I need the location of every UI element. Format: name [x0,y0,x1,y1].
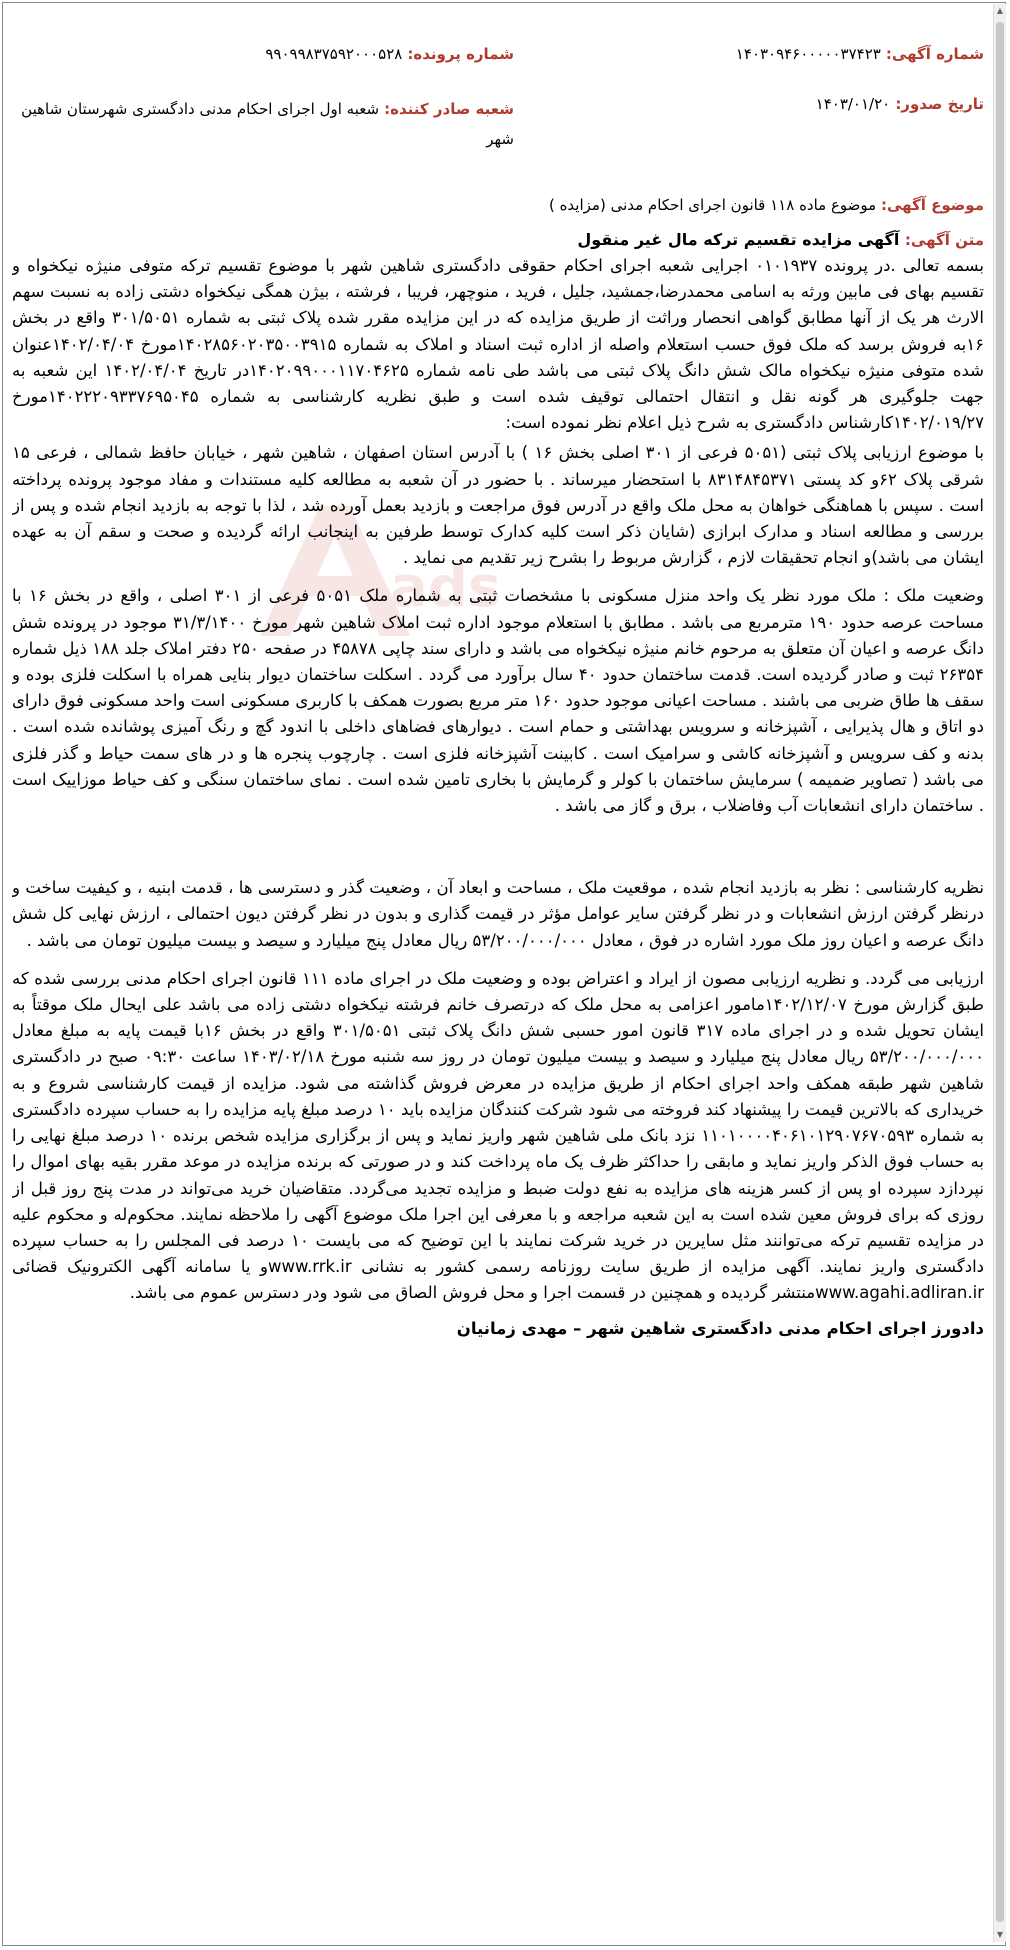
notice-subject [12,196,984,214]
ad-number-value: ۱۴۰۳۰۹۴۶۰۰۰۰۰۳۷۴۲۳ [735,45,881,63]
signature: دادورز اجرای احکام مدنی دادگستری شاهین شهر – مهدی زمانیان [456,1318,984,1338]
notice-header [12,14,984,164]
issue-date [816,94,984,113]
case-number [265,44,514,63]
ad-number [736,44,984,63]
paragraph-auction-terms: ارزیابی می گردد. و نظریه ارزیابی مصون از ایراد و اعتراض بوده و وضعیت ملک در اجرای ماده ۱۱۱ قانون اجرای احکام مدنی بررسی شده که طبق گزارش مورخ ۱۴۰۲/۱۲/۰۷مامور اعزامی به محل ملک که درتصرف خانم فرشته نیکخواه دشتی زاده می باشد علی ایحال ملک موقتاً به ایشان تحویل شده و در اجرای ماده ۳۱۷ قانون امور حسبی شش دانگ پلاک ثبتی ۳۰۱/۵۰۵۱ واقع در بخش ۱۶با قیمت پایه به مبلغ معادل ۵۳/۲۰۰/۰۰۰/۰۰۰ ریال معادل پنج میلیارد و سیصد و بیست میلیون تومان در روز سه شنبه مورخ ۱۴۰۳/۰۲/۱۸ ساعت ۰۹:۳۰ صبح در دادگستری شاهین شهر طبقه همکف واحد اجرای احکام از طریق مزایده در معرض فروش گذاشته می شود. مزایده از قیمت کارشناسی شروع و به خریداری که بالاترین قیمت را پیشنهاد کند فروخته می شود شرکت کنندگان مزایده باید ۱۰ درصد مبلغ پایه مزایده را به حساب سپرده دادگستری به شماره ۱۱۰۱۰۰۰۰۴۰۶۱۰۱۲۹۰۷۶۷۰۵۹۳ نزد بانک ملی شاهین شهر واریز نماید و پس از برگزاری مزایده شخص برنده ۱۰ درصد مبلغ نهایی را به حساب فوق الذکر واریز نماید و مابقی را حداکثر ظرف یک ماه پرداخت کند و در صورتی که برنده مزایده در موعد مقرر بقیه بهای اموال را نپردازد سپرده او پس از کسر هزینه های مزایده به نفع دولت ضبط و مزایده تجدید می‌گردد. متقاضیان خرید می‌تواند در مدت پنج روز قبل از روزی که برای فروش معین شده است به این شعبه مراجعه و با معرفی این اجرا ملک موضوع آگهی را ملاحظه نمایند. محکوم‌له و محکوم علیه در مزایده تقسیم ترکه می‌توانند مثل سایرین در خرید شرکت نمایند با این توضیح که می بایست ۱۰ درصد فی المجلس را به حساب سپرده دادگستری واریز نمایند. آگهی مزایده از طریق سایت روزنامه رسمی کشور به نشانی www.rrk.irو یا سامانه آگهی الکترونیک قضائی www.agahi.adliran.irمنتشر گردیده و همچنین در قسمت اجرا و محل فروش الصاق می شود ودر دسترس عموم می باشد. [12,968,984,1303]
issuing-branch [12,94,514,154]
scroll-down-arrow-icon[interactable]: ▼ [996,1930,1004,1939]
scroll-up-arrow-icon[interactable]: ▲ [996,6,1004,15]
scrollbar-thumb[interactable] [996,22,1004,1922]
paragraph-intro: بسمه تعالی .در پرونده ۰۱۰۱۹۳۷ اجرایی شعبه اجرای احکام حقوقی دادگستری شاهین شهر با موضوع تقسیم ترکه متوفی منیژه نیکخواه و تقسیم بهای فی مابین ورثه به اسامی محمدرضا،جمشید، جلیل ، فرید ، منوچهر، فریبا ، فرشته ، بیژن همگی نیکخواه دشتی زاده به نسبت سهم الارث هر یک از آنها مطابق گواهی انحصار وراثت از طریق مزایده که در این مزایده مقرر شده پلاک ثبتی به شماره ۳۰۱/۵۰۵۱ واقع در بخش ۱۶به فروش برسد که ملک فوق حسب استعلام واصله از اداره ثبت اسناد و املاک به شماره ۱۴۰۲۸۵۶۰۲۰۳۵۰۰۳۹۱۵مورخ ۱۴۰۲/۰۴/۰۴عنوان شده متوفی منیژه نیکخواه مالک شش دانگ پلاک ثبتی می باشد طی نامه شماره ۱۴۰۲۰۹۹۰۰۰۱۱۷۰۴۶۲۵در تاریخ ۱۴۰۲/۰۴/۰۴ این شعبه به جهت جلوگیری هر گونه نقل و انتقال احتمالی توقیف شده است و طبق نظریه کارشناسی به شماره ۱۴۰۲۲۲۰۹۳۳۷۶۹۵۰۴۵مورخ ۱۴۰۲/۰۱۹/۲۷کارشناس دادگستری به شرح ذیل اعلام نظر نموده است: [12,256,984,433]
ad-number-label: شماره آگهی: [885,45,984,63]
paragraph-expert-opinion: نظریه کارشناسی : نظر به بازدید انجام شده ، موقعیت ملک ، مساحت و ابعاد آن ، وضعیت گذر و دسترسی ها ، قدمت ابنیه ، و کیفیت ساخت و درنظر گرفتن ارزش انشعابات و در نظر گرفتن سایر عوامل مؤثر در قیمت گذاری و بدون در نظر گرفتن دیون احتمالی ، ارزش نهایی کل شش دانگ عرصه و اعیان روز ملک مورد اشاره در فوق ، معادل ۵۳/۲۰۰/۰۰۰/۰۰۰ ریال معادل پنج میلیارد و سیصد و بیست میلیون تومان می باشد . [12,878,984,950]
subject-label: موضوع آگهی: [880,196,984,214]
body-label: متن آگهی: [904,231,984,249]
subject-value: موضوع ماده ۱۱۸ قانون اجرای احکام مدنی (مزایده ) [548,196,877,214]
paragraph-assessment-subject: با موضوع ارزیابی پلاک ثبتی (۵۰۵۱ فرعی از ۳۰۱ اصلی بخش ۱۶ ) با آدرس استان اصفهان ، شاهین شهر ، خیابان حافظ شمالی ، فرعی ۱۵ شرقی پلاک ۶۲و کد پستی ۸۳۱۴۸۴۵۳۷۱ با استحضار میرساند . با حضور در آن شعبه به مطالعه کلیه مستندات و مفاد موجود پرونده پرداخته است . سپس با هماهنگی خواهان به محل ملک واقع در آدرس فوق مراجعت و بازدید بعمل آورده شد ، لذا با توجه به بازدید انجام شده و پس از بررسی و مطالعه اسناد و مدارک ابرازی (شایان ذکر است کلیه کدارک توسط طرفین به اینجانب ارائه گردیده و صحت و سقم آن به عهده ایشان می باشد)و انجام تحقیقات لازم ، گزارش مربوط را بشرح زیر تقدیم می نماید . [12,443,984,568]
issue-date-label: تاریخ صدور: [895,95,984,113]
notice-body-title [12,230,984,249]
notice-content [12,14,984,1914]
case-number-label: شماره پرونده: [407,45,514,63]
paragraph-property-status: وضعیت ملک : ملک مورد نظر یک واحد منزل مسکونی با مشخصات ثبتی به شماره ملک ۵۰۵۱ فرعی از ۳۰۱ اصلی ، واقع در بخش ۱۶ با مساحت عرصه حدود ۱۹۰ مترمربع می باشد . مطابق با استعلام موجود اداره ثبت املاک شاهین شهر مورخ ۳۱/۳/۱۴۰۰ موجود در پرونده شش دانگ عرصه و اعیان آن متعلق به مرحوم خانم منیژه نیکخواه می باشد و دارای سند چاپی ۴۵۸۷۸ در صفحه ۲۵۰ دفتر املاک جلد ۱۸۸ ذیل شماره ۲۶۳۵۴ ثبت و صادر گردیده است. قدمت ساختمان حدود ۴۰ سال برآورد می گردد . اسکلت ساختمان دیوار بنایی همراه با اسکلت فلزی بوده و سقف ها طاق ضربی می باشند . مساحت اعیانی موجود حدود ۱۶۰ متر مربع بصورت همکف با کاربری مسکونی است واحد مسکونی فوق دارای دو اتاق و هال پذیرایی ، آشپزخانه و سرویس بهداشتی و حمام است . دیوارهای فضاهای داخلی با اندود گچ و رنگ آمیزی پوشانده شده است . بدنه و کف سرویس و آشپزخانه کاشی و سرامیک است . کابینت آشپزخانه فلزی است . چارچوب پنجره ها و در های سمت حیاط و گذر فلزی می باشد ( تصاویر ضمیمه ) سرمایش ساختمان با کولر و گرمایش با بخاری تامین شده است . نمای ساختمان سنگی و کف حیاط موزاییک است . ساختمان دارای انشعابات آب وفاضلاب ، برق و گاز می باشد . [12,586,984,816]
issue-date-value: ۱۴۰۳/۰۱/۲۰ [815,95,891,113]
case-number-value: ۹۹۰۹۹۸۳۷۵۹۲۰۰۰۵۲۸ [265,45,403,63]
vertical-scrollbar[interactable] [993,4,1006,1942]
issuing-branch-value: شعبه اول اجرای احکام مدنی دادگستری شهرستان شاهین شهر [21,100,514,148]
body-title-value: آگهی مزایده تقسیم ترکه مال غیر منقول [577,230,900,249]
svg-text:ads: ads [390,555,502,620]
issuing-branch-label: شعبه صادر کننده: [384,100,514,118]
